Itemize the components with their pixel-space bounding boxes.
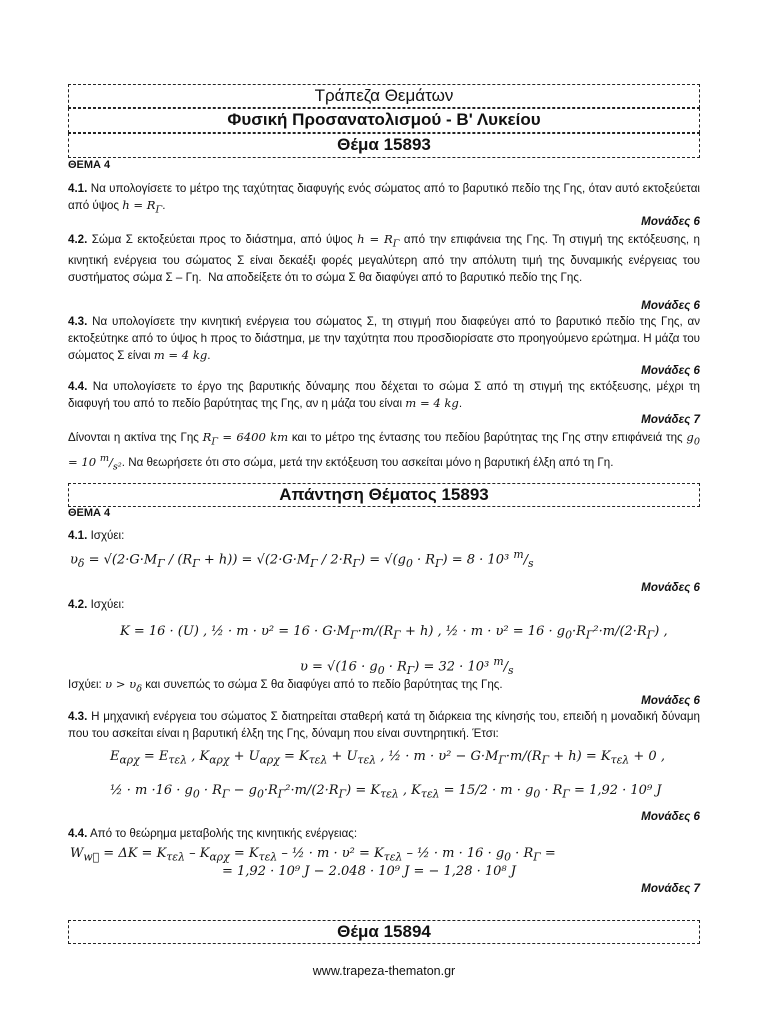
marks-4-2: Μονάδες 6 (641, 299, 700, 312)
answer-4-4-text: 4.4. Από το θεώρημα μεταβολής της κινητικής ενέργειας: (68, 827, 358, 840)
answer-4-1-intro: 4.1. Ισχύει: (68, 529, 125, 542)
footer-url: www.trapeza-thematon.gr (312, 964, 456, 978)
marks-4-1: Μονάδες 6 (641, 215, 700, 228)
answer-4-4-equation-2: = 1,92 · 10⁹ J − 2.048 · 10⁹ J = − 1,28 · 10⁸ J (222, 864, 516, 879)
answer-title: Απάντηση Θέματος 15893 (68, 483, 700, 507)
answer-section-heading: ΘΕΜΑ 4 (68, 507, 111, 519)
course-title: Φυσική Προσανατολισμού - Β' Λυκείου (68, 108, 700, 133)
bank-title: Τράπεζα Θεμάτων (68, 84, 700, 108)
answer-4-4-equation-1: $W_{w⃗} = \Delta K = K_{\tau\varepsilon\lambda} - K_{\alpha\rho\chi} = K_{\tau\varepsilon\lambda}$ – ½ · $m \cdot \upsilon^2 = K_{\tau\varepsilon\lambda}$ – ½ · $m \cdot 16 \cdot g_0 \cdot R_\Gamma$ = (70, 846, 556, 864)
question-part-4-2: 4.2. Σώμα Σ εκτοξεύεται προς το διάστημα, από ύψος $h = R_\Gamma$ από την επιφάνεια της Γης. Τη στιγμή της εκτόξευσης, η κινητική ενέργεια του σώματος Σ είναι δεκαέξι φορές μεγαλύτερη από την απόλυτη τιμή της δυναμικής ενέργειας του συστήματος σώμα Σ – Γη. Να αποδείξετε ότι το σώμα Σ θα διαφύγει από το βαρυτικό πεδίο της Γης. (68, 232, 701, 285)
question-part-4-1: 4.1. Να υπολογίσετε το μέτρο της ταχύτητας διαφυγής ενός σώματος από το βαρυτικό πεδίο της Γης, όταν αυτό εκτοξεύεται από ύψος $h = R_\Gamma$. (68, 182, 700, 216)
marks-answer-4-3: Μονάδες 6 (641, 810, 700, 823)
topic-title: Θέμα 15893 (68, 133, 700, 158)
marks-4-3: Μονάδες 6 (641, 364, 700, 377)
answer-4-1-equation: $\upsilon_\delta = √(2\cdot G\cdot M_\Gamma / (R_\Gamma + h)) = √(2\cdot G\cdot M_\Gamma / 2\cdot R_\Gamma) = √(g_0 \cdot R_\Gamma) = 8 \cdot 10^3$ $^m/_s$ (70, 548, 534, 570)
answer-4-3-text: 4.3. Η μηχανική ενέργεια του σώματος Σ διατηρείται σταθερή κατά τη διάρκεια της κίνησής του, επειδή η μοναδική δύναμη που του ασκείται είναι η βαρυτική έλξη της Γης, δύναμη που είναι συντηρητική. Έτσι: (68, 710, 700, 740)
marks-4-4: Μονάδες 7 (641, 413, 700, 426)
answer-4-2-equation-1: K = 16 · (U) , ½ · $m \cdot \upsilon^2 = 16 \cdot G\cdot M_\Gamma\cdot m/(R_\Gamma + h)$ , ½ · $m \cdot \upsilon^2 = 16 \cdot g_0\cdot R_\Gamma^2\cdot m/(2\cdot R_\Gamma)$ , (120, 624, 668, 642)
answer-4-2-equation-2: $\upsilon = √(16 \cdot g_0 \cdot R_\Gamma) = 32 \cdot 10^3$ $^m/_s$ (300, 655, 514, 677)
marks-answer-4-1: Μονάδες 6 (641, 581, 700, 594)
question-part-4-3: 4.3. Να υπολογίσετε την κινητική ενέργεια του σώματος Σ, τη στιγμή που διαφεύγει από το βαρυτικό πεδίο της Γης, αν εκτοξεύτηκε από το ύψος h προς το διάστημα, με την ταχύτητα που προσδιορίσατε στο προηγούμενο ερώτημα. Η μάζα του σώματος Σ είναι m = 4 kg. (68, 315, 700, 362)
answer-4-3-equation-1: $E_{\alpha\rho\chi} = E_{\tau\varepsilon\lambda}$ , $K_{\alpha\rho\chi} + U_{\alpha\rho\chi} = K_{\tau\varepsilon\lambda} + U_{\tau\varepsilon\lambda}$ , ½ · $m \cdot \upsilon^2 - G\cdot M_\Gamma\cdot m/(R_\Gamma + h) = K_{\tau\varepsilon\lambda} + 0$ , (110, 749, 665, 767)
marks-answer-4-2: Μονάδες 6 (641, 694, 700, 707)
marks-answer-4-4: Μονάδες 7 (641, 882, 700, 895)
question-part-4-4: 4.4. Να υπολογίσετε το έργο της βαρυτικής δύναμης που δέχεται το σώμα Σ από τη στιγμή της εκτόξευσης, μέχρι τη διαφυγή του από το πεδίο βαρύτητας της Γης, αν η μάζα του είναι m = 4 kg. (68, 380, 700, 410)
answer-4-3-equation-2: ½ · $m \cdot 16 \cdot g_0 \cdot R_\Gamma - g_0\cdot R_\Gamma^2\cdot m/(2\cdot R_\Gamma) = K_{\tau\varepsilon\lambda}$ , $K_{\tau\varepsilon\lambda} = 15/2 \cdot m \cdot g_0 \cdot R_\Gamma = 1,92 \cdot 10^9$ J (110, 783, 662, 801)
answer-4-2-conclusion: Ισχύει: $\upsilon > \upsilon_\delta$ και συνεπώς το σώμα Σ θα διαφύγει από το πεδίο βαρύτητας της Γης. (68, 677, 503, 695)
answer-4-2-intro: 4.2. Ισχύει: (68, 598, 125, 611)
question-section-heading: ΘΕΜΑ 4 (68, 159, 111, 171)
given-data: Δίνονται η ακτίνα της Γης $R_\Gamma = 6400$ km και το μέτρο της έντασης του πεδίου βαρύτητας της Γης στην επιφάνειά της $g_0 = 10$ $^m/_{s^2}$. Να θεωρήσετε ότι στο σώμα, μετά την εκτόξευση του ασκείται μόνο η βαρυτική έλξη από τη Γη. (68, 430, 700, 473)
next-topic-title: Θέμα 15894 (68, 920, 700, 944)
